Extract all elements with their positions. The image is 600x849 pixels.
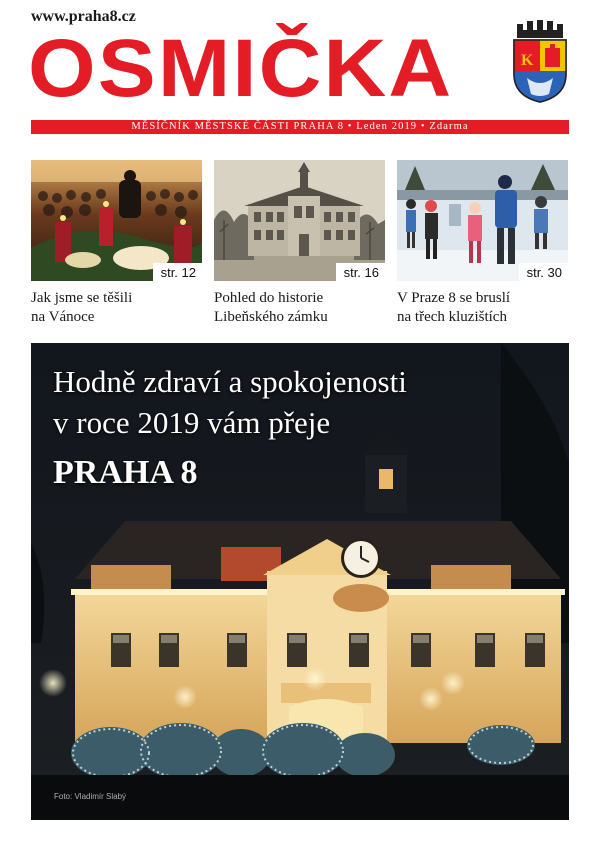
- teaser-image[interactable]: [397, 160, 568, 281]
- teaser-title[interactable]: Pohled do historie Libeňského zámku: [214, 290, 328, 325]
- prague-8-coat-of-arms-icon: [511, 18, 569, 104]
- teaser-title[interactable]: Jak jsme se těšili na Vánoce: [31, 290, 133, 325]
- page-reference: str. 12: [153, 263, 202, 281]
- teaser-card-history[interactable]: [214, 160, 385, 327]
- teaser-image[interactable]: [214, 160, 385, 281]
- svg-text:K: K: [521, 52, 534, 69]
- teaser-title[interactable]: V Praze 8 se bruslí na třech kluzištích: [397, 290, 511, 325]
- site-url[interactable]: www.praha8.cz: [31, 8, 136, 25]
- teaser-card-christmas[interactable]: [31, 160, 202, 327]
- teaser-image[interactable]: [31, 160, 202, 281]
- teaser-card-skating[interactable]: [397, 160, 568, 327]
- hero-headline-strong: PRAHA 8: [53, 454, 198, 491]
- hero-cover-photo: [31, 343, 569, 820]
- photo-credit: Foto: Vladimír Slabý: [54, 792, 127, 801]
- page-reference: str. 16: [336, 263, 385, 281]
- masthead-title: OSMIČKA: [28, 23, 454, 114]
- subtitle-bar: MĚSÍČNÍK MĚSTSKÉ ČÁSTI PRAHA 8 • Leden 2019 • Zdarma: [31, 120, 569, 134]
- hero-headline: Hodně zdraví a spokojenosti v roce 2019 vám přeje: [53, 364, 407, 440]
- page-reference: str. 30: [519, 263, 568, 281]
